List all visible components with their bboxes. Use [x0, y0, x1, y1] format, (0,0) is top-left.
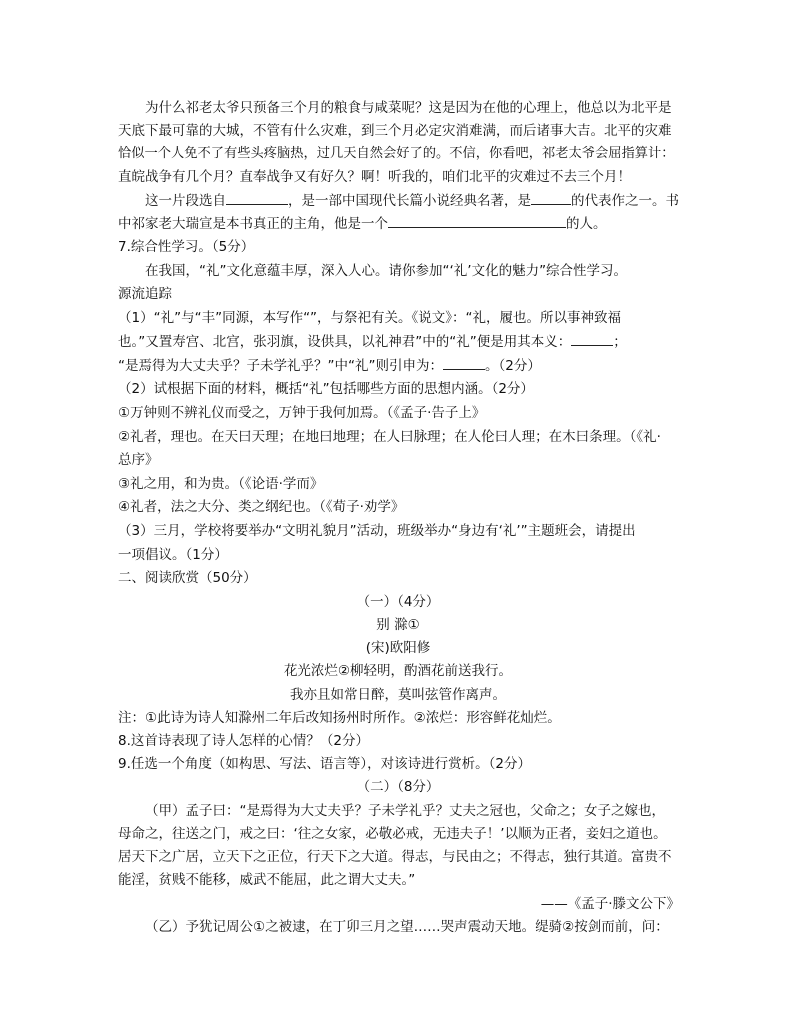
text-jia-source: ——《孟子·滕文公下》 [540, 896, 680, 912]
q7-heading: 7.综合性学习。（5分） [118, 239, 255, 255]
material-3: ③礼之用，和为贵。（《论语·学而》 [118, 476, 324, 492]
part2-heading: 二、阅读欣赏（50分） [118, 570, 257, 586]
q7-1-line-1: （1）“礼”与“丰”同源，本写作“”，与祭祀有关。《说文》：“礼，履也。所以事神致福 [118, 310, 622, 326]
text-jia-line-3: 居天下之广居，立天下之正位，行天下之大道。得志，与民由之；不得志，独行其道。富贵不 [118, 849, 672, 865]
passage-line-3: 恰似一个人免不了有些头疼脑热，过几天自然会好了的。不信，你看吧，祁老太爷会屈指算计： [118, 146, 675, 161]
poem-note: 注：①此诗为诗人知滁州二年后改知扬州时所作。②浓烂：形容鲜花灿烂。 [118, 710, 561, 726]
text-yi-line-1: （乙）予犹记周公①之被逮，在丁卯三月之望……哭声震动天地。缇骑②按剑而前，问： [145, 919, 669, 935]
poem-line-2: 我亦且如常日醉，莫叫弦管作离声。 [290, 687, 506, 703]
text-jia-line-4: 能淫，贫贱不能移，威武不能屈，此之谓大丈夫。” [118, 872, 416, 888]
text-jia-line-1: （甲）孟子曰：“是焉得为大丈夫乎？子未学礼乎？丈夫之冠也，父命之；女子之嫁也， [145, 803, 665, 819]
q7-intro: 在我国，“礼”文化意蕴丰厚，深入人心。请你参加“‘礼’文化的魅力”综合性学习。 [145, 263, 628, 279]
text-jia-line-2: 母命之，往送之门，戒之曰：‘往之女家，必敬必戒，无违夫子！’以顺为正者，妾妇之道也。 [118, 826, 667, 842]
material-2-line-2: 总序》 [118, 452, 159, 468]
poem-section-heading: （一）（4分） [356, 594, 440, 610]
q7-3-line-1: （3）三月，学校将要举办“文明礼貌月”活动，班级举办“身边有‘礼’”主题班会，请提出 [118, 523, 636, 539]
section-2-heading: （二）（8分） [356, 779, 440, 795]
answer-blank-li-meaning[interactable] [571, 332, 613, 346]
passage-line-4: 直皖战争有几个月？直奉战争又有好久？啊！听我的，咱们北平的灾难过不去三个月！ [118, 169, 631, 185]
q7-2-line: （2）试根据下面的材料，概括“礼”包括哪些方面的思想内涵。（2分） [118, 381, 534, 397]
fill-in-line-2: 中祁家老大瑞宣是本书真正的主角，他是一个 的人。 [118, 216, 607, 232]
fill-in-line-1: 这一片段选自 ，是一部中国现代长篇小说经典名著，是 的代表作之一。书 [145, 193, 679, 209]
answer-blank-li-extended[interactable] [443, 356, 485, 370]
passage-line-2: 天底下最可靠的大城，不管有什么灾难，到三个月必定灾消难满，而后诸事大吉。北平的灾难 [118, 123, 672, 139]
q8: 8.这首诗表现了诗人怎样的心情？（2分） [118, 733, 369, 749]
material-4: ④礼者，法之大分、类之纲纪也。（《荀子·劝学》 [118, 499, 405, 515]
answer-blank-book[interactable] [226, 191, 288, 205]
q7-1-line-3: “是焉得为大丈夫乎？子未学礼乎？”中“礼”则引申为： 。（2分） [118, 358, 541, 374]
material-2-line-1: ②礼者，理也。在天曰天理；在地曰地理；在人曰脉理；在人伦曰人理；在木曰条理。（《礼· [118, 429, 661, 445]
poem-author: (宋)欧阳修 [365, 640, 431, 656]
q7-1-line-2: 也。”又置寿宫、北宫，张羽旗，设供具，以礼神君”中的“礼”便是用其本义： ； [118, 334, 627, 350]
answer-blank-character[interactable] [388, 214, 566, 228]
q7-subheading: 源流追踪 [118, 286, 172, 302]
poem-line-1: 花光浓烂②柳轻明，酌酒花前送我行。 [283, 663, 513, 679]
answer-blank-author[interactable] [531, 191, 571, 205]
q7-3-line-2: 一项倡议。（1分） [118, 547, 228, 563]
poem-title: 别 滁① [376, 617, 420, 633]
q9: 9.任选一个角度（如构思、写法、语言等），对该诗进行赏析。（2分） [118, 756, 531, 772]
material-1: ①万钟则不辨礼仪而受之，万钟于我何加焉。（《孟子·告子上》 [118, 405, 486, 421]
passage-line-1: 为什么祁老太爷只预备三个月的粮食与咸菜呢？这是因为在他的心理上，他总以为北平是 [145, 100, 672, 116]
